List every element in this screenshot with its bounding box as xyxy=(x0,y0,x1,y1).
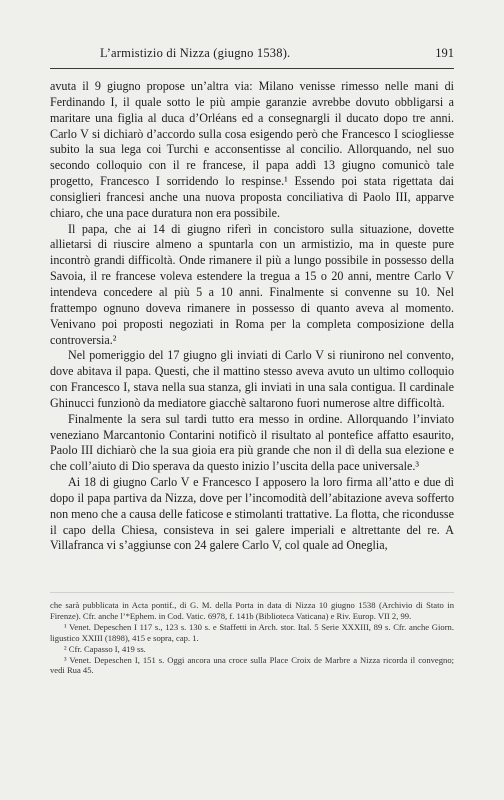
paragraph-3: Nel pomeriggio del 17 giugno gli inviati di Carlo V si riunirono nel convento, dove abitava il papa. Questi, che il mattino stesso aveva avuto un ultimo colloquio con Francesco I, stava nella sua stanza, gli inviati in una sala contigua. Il cardinale Ghinucci funzionò da mediatore giacchè saltarono fuori numerose altre difficoltà. xyxy=(50,348,454,410)
paragraph-4: Finalmente la sera sul tardi tutto era messo in ordine. Allorquando l’inviato veneziano Marcantonio Contarini notificò il risultato al pontefice affatto esaurito, Paolo III dichiarò che la sua gioia era più grande che non il dì della sua elezione e che coll’aiuto di Dio sperava da questo inizio l’uscita della pace universale.³ xyxy=(50,411,454,474)
body-text xyxy=(50,79,454,554)
paragraph-2: Il papa, che ai 14 di giugno riferì in concistoro sulla situazione, dovette allietarsi di riuscire almeno a spuntarla con un armistizio, ma in queste pure incontrò grandi difficoltà. Onde rimanere il più a lungo possibile in possesso della Savoia, il re francese voleva estendere la tregua a 15 o 20 anni, mentre Carlo V intendeva concedere al più 5 a 10 anni. Finalmente si convenne su 10. Nel frattempo ognuno doveva rimanere in possesso di quanto aveva al momento. Venivano poi proposti negoziati in Roma per la completa composizione della controversia.² xyxy=(50,221,454,347)
running-title: L’armistizio di Nizza (giugno 1538). xyxy=(100,46,291,60)
paragraph-1: avuta il 9 giugno propose un’altra via: Milano venisse rimesso nelle mani di Ferdinando I, il quale sotto le più ampie garanzie avrebbe dovuto obbligarsi a maritare una figlia al duca d’Orléans ed a consegnargli il ducato dopo tre anni. Carlo V si dichiarò d’accordo sulla cosa esigendo però che Francesco I sciogliesse subito la sua lega coi Turchi e acconsentisse al concilio. Allorquando, nel suo secondo colloquio con il re francese, il papa addì 13 giugno comunicò tale progetto, Francesco I sorridendo lo respinse.¹ Essendo poi stata rigettata dai consiglieri francesi anche una nuova proposta conciliativa di Paolo III, apparve chiaro, che una pace duratura non era possibile. xyxy=(50,79,454,220)
page-number: 191 xyxy=(435,46,454,60)
footnotes xyxy=(50,600,454,676)
header-rule xyxy=(50,68,454,69)
footnote-3: ³ Venet. Depeschen I, 151 s. Oggi ancora una croce sulla Place Croix de Marbre a Nizza ricorda il convegno; vedi Rua 45. xyxy=(50,654,454,676)
page-header xyxy=(50,44,454,64)
footnote-1: ¹ Venet. Depeschen I 117 s., 123 s. 130 s. e Staffetti in Arch. stor. Ital. 5 Serie XXXIII, 89 s. Cfr. anche Giorn. ligustico XXIII (1898), 415 e sopra, cap. 1. xyxy=(50,621,454,643)
paragraph-5: Ai 18 di giugno Carlo V e Francesco I apposero la loro firma all’atto e due dì dopo il papa partiva da Nizza, dove per l’incomodità dell’abitazione aveva sofferto non meno che a causa delle faticose e stimolanti trattative. La flotta, che ricondusse il capo della Chiesa, consisteva in sei galere imperiali e altrettante del re. A Villafranca vi s’aggiunse con 24 galere Carlo V, col quale ad Oneglia, xyxy=(50,475,454,553)
footnote-2: ² Cfr. Capasso I, 419 ss. xyxy=(64,643,146,654)
footnote-continued: che sarà pubblicata in Acta pontif., di G. M. della Porta in data di Nizza 10 giugno 1538 (Archivio di Stato in Firenze). Cfr. anche l’*Ephem. in Cod. Vatic. 6978, f. 141b (Biblioteca Vaticana) e Riv. Europ. VII 2, 99. xyxy=(50,600,454,621)
footnote-rule xyxy=(50,592,454,593)
